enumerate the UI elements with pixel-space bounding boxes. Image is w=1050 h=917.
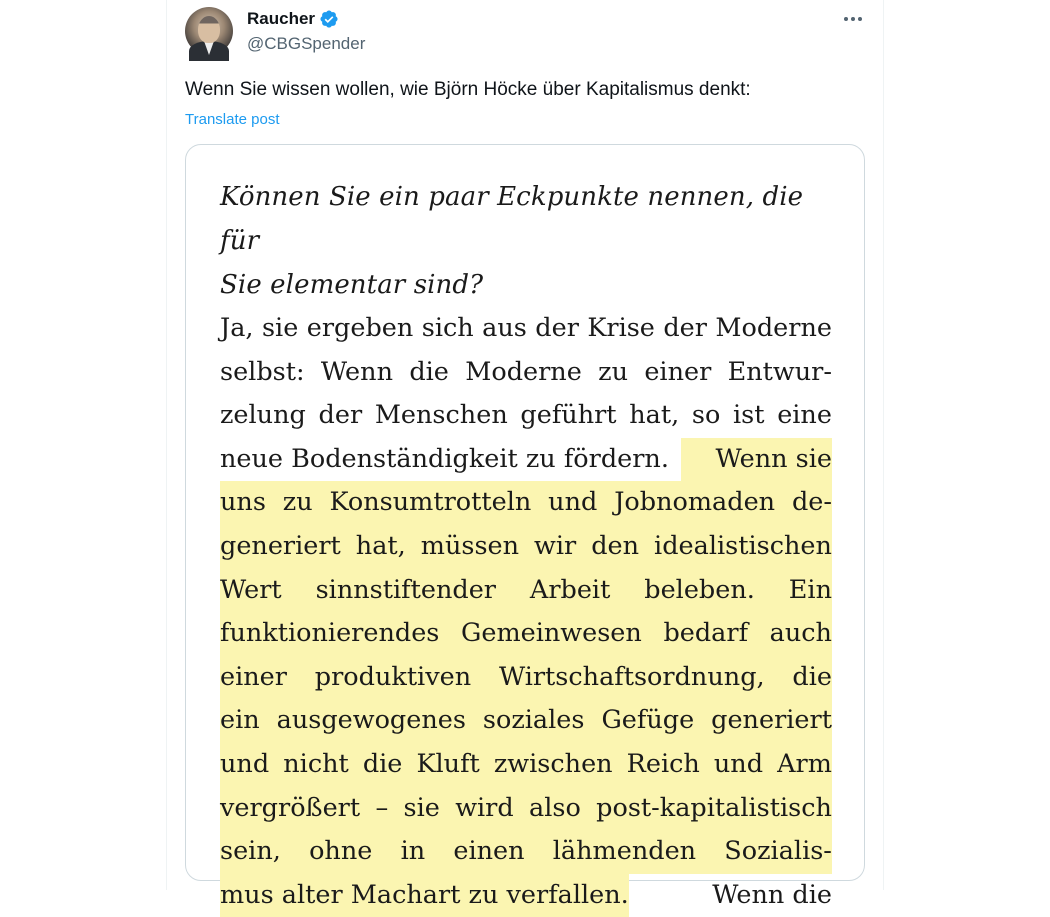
word: die — [792, 661, 832, 692]
word: der — [663, 313, 707, 343]
word: Gemeinwesen — [460, 618, 642, 649]
word: ergeben — [306, 313, 414, 343]
word: Reich — [626, 748, 700, 779]
word: Ein — [788, 574, 832, 605]
book-text-line — [220, 307, 832, 351]
word: so — [691, 400, 721, 431]
word: generiert — [220, 530, 341, 561]
author-display-name[interactable]: Raucher — [247, 9, 316, 28]
word: die — [409, 356, 449, 387]
verified-badge-icon[interactable] — [319, 9, 339, 29]
book-text-line — [220, 699, 832, 743]
word: Arbeit — [529, 574, 611, 605]
word: einen — [453, 836, 525, 867]
word: Wert — [220, 574, 282, 605]
word: Gefüge — [601, 705, 695, 736]
word: einer — [220, 661, 287, 692]
dot — [851, 17, 855, 21]
word: Menschen — [374, 400, 508, 431]
word: vergrößert — [220, 792, 361, 823]
word: und — [548, 487, 598, 518]
avatar-face — [198, 16, 220, 43]
post-text: Wenn Sie wissen wollen, wie Björn Höcke über Kapitalismus denkt: — [185, 79, 751, 100]
word: Arm — [777, 748, 832, 779]
book-excerpt — [220, 175, 832, 917]
word: Moderne — [715, 313, 832, 343]
word: – — [375, 792, 389, 823]
word: soziales — [482, 705, 585, 736]
word: ein — [220, 705, 260, 736]
word: wird — [455, 792, 514, 823]
book-text-line — [220, 830, 832, 874]
word: uns — [220, 487, 266, 518]
book-text-line — [220, 351, 832, 395]
word: also — [529, 792, 581, 823]
translate-post-link[interactable]: Translate post — [185, 111, 280, 128]
word: hat, — [355, 530, 406, 561]
word: sie — [261, 313, 299, 343]
book-text-line — [220, 525, 832, 569]
word: geführt — [520, 400, 617, 431]
book-text-line — [220, 743, 832, 787]
book-text-line — [220, 394, 832, 438]
word: einer — [644, 356, 712, 387]
post-media-image[interactable] — [185, 144, 865, 910]
word: bedarf — [663, 618, 749, 649]
word: Kluft — [416, 748, 480, 779]
word: den — [591, 530, 640, 561]
word: Wirtschaftsordnung, — [498, 661, 765, 692]
word: idealistischen — [654, 530, 832, 561]
word: ohne — [309, 836, 373, 867]
word: ist — [733, 400, 765, 431]
word: produktiven — [314, 661, 472, 692]
word: der — [535, 313, 579, 343]
word: müssen — [420, 530, 520, 561]
word: sinnstiftender — [315, 574, 496, 605]
word: lähmenden — [552, 836, 697, 867]
word: generiert — [711, 705, 832, 736]
word: in — [400, 836, 426, 867]
more-options-icon[interactable] — [840, 8, 866, 30]
word: zu — [598, 356, 629, 387]
word: selbst: — [220, 356, 305, 387]
word: wir — [534, 530, 577, 561]
word: sein, — [220, 836, 281, 867]
word: zelung — [220, 400, 306, 431]
word: zu — [282, 487, 313, 518]
word: Entwur- — [727, 356, 832, 387]
word: und — [713, 748, 764, 779]
word: sich — [421, 313, 474, 343]
book-text-line — [220, 656, 832, 700]
dot — [858, 17, 862, 21]
word: Jobnomaden — [614, 487, 776, 518]
word: Krise — [587, 313, 655, 343]
book-text-line — [220, 787, 832, 831]
word: die — [362, 748, 403, 779]
book-text-line — [220, 569, 832, 613]
word: beleben. — [644, 574, 755, 605]
highlighted-segment: Wenn sie — [681, 438, 832, 482]
word: post-kapitalistisch — [596, 792, 832, 823]
word: eine — [777, 400, 832, 431]
word: aus — [482, 313, 527, 343]
book-text-line — [220, 612, 832, 656]
word: und — [220, 748, 270, 779]
word: de- — [791, 487, 832, 518]
dot — [844, 17, 848, 21]
question-line: Können Sie ein paar Eckpunkte nennen, die für — [220, 182, 804, 256]
user-avatar[interactable] — [185, 7, 233, 55]
word: sie — [403, 792, 440, 823]
word: ausgewogenes — [276, 705, 466, 736]
author-handle[interactable]: @CBGSpender — [247, 34, 366, 53]
word: Wenn — [320, 356, 393, 387]
word: Moderne — [465, 356, 582, 387]
word: hat, — [629, 400, 680, 431]
word: zwischen — [493, 748, 613, 779]
word: nicht — [283, 748, 349, 779]
book-text-line — [220, 874, 832, 917]
word: der — [318, 400, 363, 431]
highlighted-segment: mus alter Machart zu verfallen. — [220, 874, 629, 917]
book-text-line — [220, 438, 832, 482]
text-segment: Wenn die — [712, 879, 832, 910]
word: Konsumtrotteln — [329, 487, 532, 518]
word: funktionierendes — [220, 618, 440, 649]
word: auch — [769, 618, 832, 649]
text-segment: neue Bodenständigkeit zu fördern. — [220, 443, 669, 474]
word: Ja, — [220, 313, 254, 343]
word: Sozialis- — [724, 836, 832, 867]
book-question — [220, 175, 832, 307]
author-name-row — [247, 9, 339, 29]
question-line: Sie elementar sind? — [220, 270, 484, 300]
book-answer — [220, 307, 832, 917]
book-text-line — [220, 481, 832, 525]
